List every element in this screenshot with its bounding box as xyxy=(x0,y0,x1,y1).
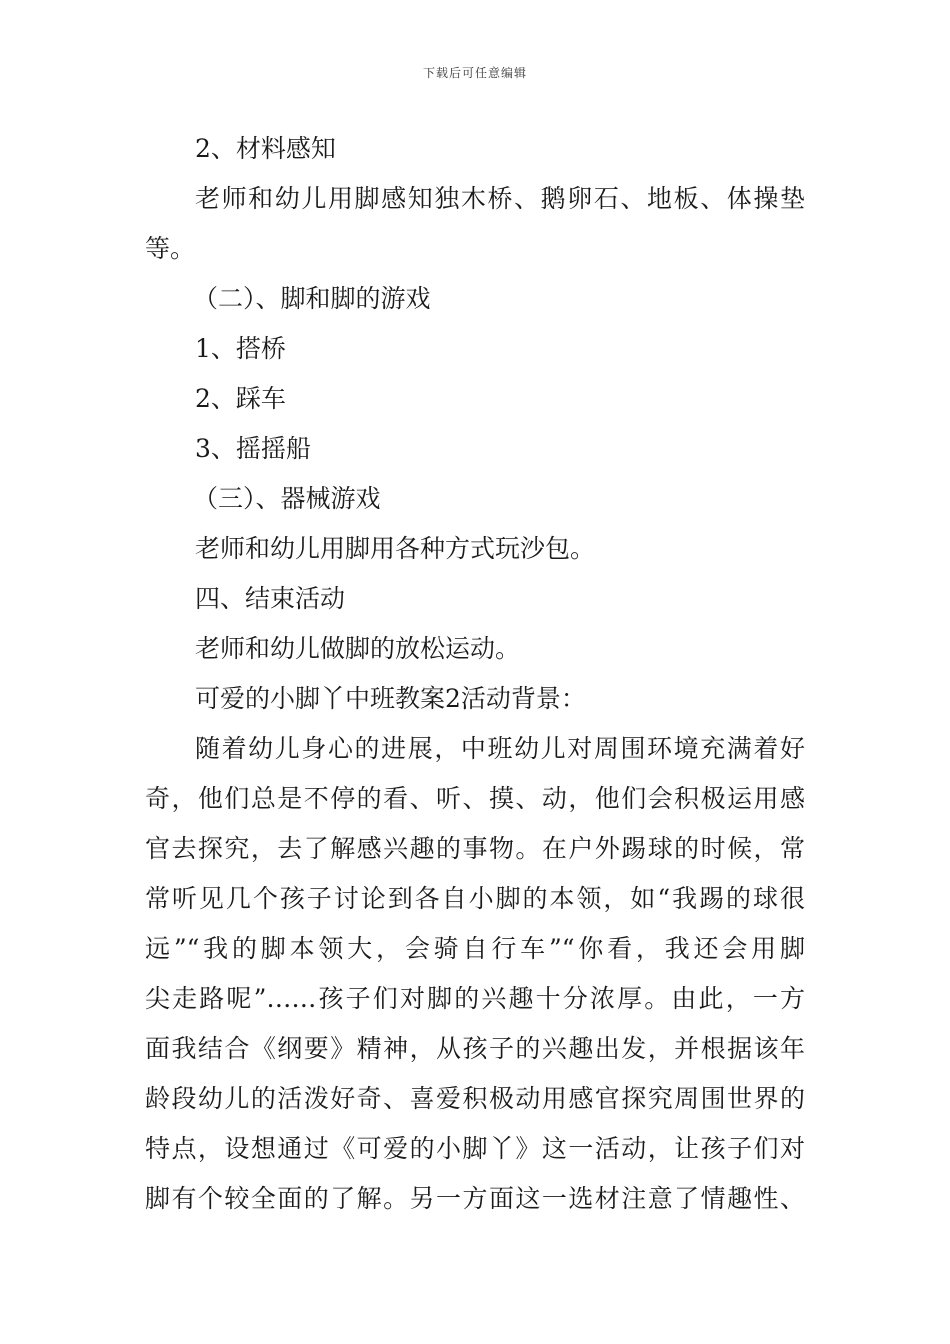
paragraph-line: 老师和幼儿做脚的放松运动。 xyxy=(195,634,521,663)
paragraph-line: 尖走路呢”……孩子们对脚的兴趣十分浓厚。由此，一方 xyxy=(145,984,805,1013)
section-heading: （三）、器械游戏 xyxy=(193,484,381,513)
paragraph-line: 面我结合《纲要》精神，从孩子的兴趣出发，并根据该年 xyxy=(145,1034,805,1063)
paragraph-line: 随着幼儿身心的进展，中班幼儿对周围环境充满着好 xyxy=(195,734,805,763)
document-body xyxy=(145,124,805,1224)
list-item: 3、摇摇船 xyxy=(195,434,311,463)
paragraph-line: 脚有个较全面的了解。另一方面这一选材注意了情趣性、 xyxy=(145,1184,805,1213)
paragraph-line: 常听见几个孩子讨论到各自小脚的本领，如“我踢的球很 xyxy=(145,884,805,913)
paragraph-line: 特点，设想通过《可爱的小脚丫》这一活动，让孩子们对 xyxy=(145,1134,805,1163)
section-heading: 2、材料感知 xyxy=(195,134,336,163)
list-item: 2、踩车 xyxy=(195,384,286,413)
paragraph-line: 官去探究，去了解感兴趣的事物。在户外踢球的时候，常 xyxy=(145,834,805,863)
paragraph-line: 老师和幼儿用脚感知独木桥、鹅卵石、地板、体操垫 xyxy=(195,184,805,213)
section-heading: （二）、脚和脚的游戏 xyxy=(193,284,431,313)
section-heading: 可爱的小脚丫中班教案2活动背景： xyxy=(195,684,586,713)
list-item: 1、搭桥 xyxy=(195,334,286,363)
page-header: 下载后可任意编辑 xyxy=(422,66,527,80)
section-heading: 四、结束活动 xyxy=(195,584,346,613)
paragraph-line: 龄段幼儿的活泼好奇、喜爱积极动用感官探究周围世界的 xyxy=(145,1084,805,1113)
paragraph-line: 奇，他们总是不停的看、听、摸、动，他们会积极运用感 xyxy=(145,784,805,813)
paragraph-line: 远”“我的脚本领大，会骑自行车”“你看，我还会用脚 xyxy=(145,934,805,963)
paragraph-line: 等。 xyxy=(145,234,196,263)
paragraph-line: 老师和幼儿用脚用各种方式玩沙包。 xyxy=(195,534,596,563)
